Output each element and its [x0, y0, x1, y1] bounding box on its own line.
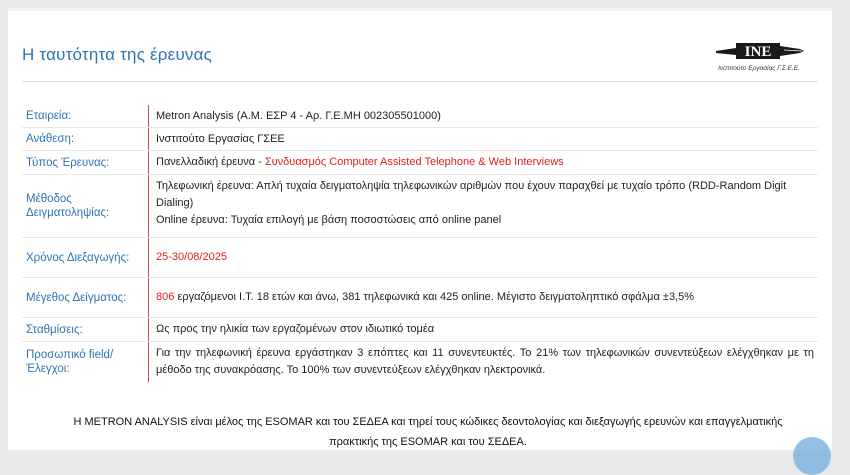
row-value [149, 151, 818, 174]
survey-period: 25-30/08/2025 [156, 251, 227, 263]
page-title: Η ταυτότητα της έρευνας [22, 45, 213, 64]
table-row-assignment [22, 128, 818, 151]
table-row-weighting [22, 318, 818, 342]
survey-type-highlight: Συνδυασμός Computer Assisted Telephone & Web Interviews [264, 156, 564, 168]
row-value: Για την τηλεφωνική έρευνα εργάστηκαν 3 επόπτες και 11 συνεντευκτές. Το 21% των τηλεφωνικών συνεντεύξεων ελέγχθηκαν με τη μέθοδο της συνακρόασης. Το 100% των συνεντεύξεων ελέγχθηκαν ηλεκτρονικά. [156, 347, 814, 376]
title-underline [22, 81, 818, 82]
survey-identity-table [22, 105, 818, 382]
slide [8, 8, 832, 450]
ine-logo-mark: INE [744, 44, 772, 60]
row-label: Τύπος Έρευνας: [22, 151, 149, 174]
table-row-survey-type [22, 151, 818, 175]
row-label: Μέγεθος Δείγματος: [22, 278, 149, 317]
table-row-sample-size [22, 278, 818, 318]
sample-size-count: 806 [156, 291, 175, 303]
survey-type-text: Πανελλαδική έρευνα - [156, 156, 265, 168]
table-row-period [22, 238, 818, 278]
table-row-company [22, 105, 818, 128]
floating-action-button[interactable] [793, 437, 831, 475]
row-value [149, 175, 818, 237]
sampling-telephone-text: Τηλεφωνική έρευνα: Απλή τυχαία δειγματοληψία τηλεφωνικών αριθμών που έχουν παραχθεί με τυχαίο τρόπο (RDD-Random Digit Dialing) [156, 180, 787, 209]
row-label: Σταθμίσεις: [22, 318, 149, 341]
ine-logo [704, 38, 814, 78]
row-label: Ανάθεση: [22, 128, 149, 150]
sampling-online-text: Online έρευνα: Τυχαία επιλογή με βάση ποσοστώσεις από online panel [156, 214, 502, 226]
ine-logo-icon [714, 38, 806, 62]
table-row-sampling-method [22, 175, 818, 238]
row-label: Μέθοδος Δειγματοληψίας: [22, 175, 149, 237]
sample-size-text: εργαζόμενοι Ι.Τ. 18 ετών και άνω, 381 τηλεφωνικά και 425 online. Μέγιστο δειγματοληπτικό σφάλμα ±3,5% [174, 291, 695, 303]
table-row-staff [22, 342, 818, 382]
row-value [149, 238, 818, 277]
row-label: Εταιρεία: [22, 105, 149, 127]
esomar-footer-note: Η METRON ANALYSIS είναι μέλος της ESOMAR και του ΣΕΔΕΑ και τηρεί τους κώδικες δεοντολογίας και διεξαγωγής ερευνών και επαγγελματικής πρακτικής της ESOMAR και του ΣΕΔΕΑ. [73, 416, 783, 448]
row-value [149, 278, 818, 317]
row-value: Ινστιτούτο Εργασίας ΓΣΕΕ [156, 133, 285, 145]
row-label: Προσωπικό field/Έλεγχοι: [22, 342, 149, 382]
row-value: Ως προς την ηλικία των εργαζομένων στον ιδιωτικό τομέα [156, 323, 435, 335]
top-rule [8, 8, 832, 11]
row-value: Metron Analysis (Α.Μ. ΕΣΡ 4 - Αρ. Γ.Ε.ΜΗ 002305501000) [156, 110, 441, 122]
row-label: Χρόνος Διεξαγωγής: [22, 238, 149, 277]
logo-subtitle: Ινστιτούτο Εργασίας Γ.Σ.Ε.Ε. [718, 65, 800, 72]
